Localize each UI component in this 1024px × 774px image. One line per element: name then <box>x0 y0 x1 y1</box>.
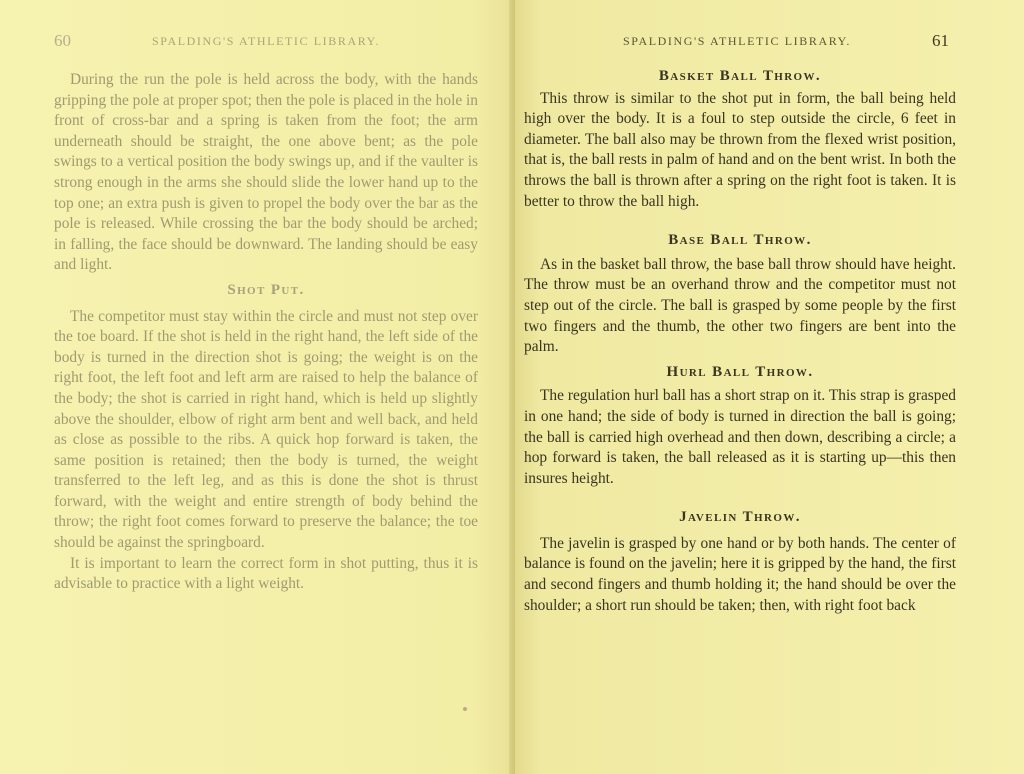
base-ball-paragraph: As in the basket ball throw, the base ball throw should have height. The throw must be an overhand throw and the competitor must not step out of the circle. The ball is grasped by some people by the first two fingers and the thumb, the other two fingers are bent into the palm. <box>524 255 956 356</box>
running-head: SPALDING'S ATHLETIC LIBRARY. <box>152 34 380 48</box>
shot-put-advice-paragraph: It is important to learn the correct form in shot putting, thus it is advisable to practice with a light weight. <box>54 554 478 593</box>
section-heading-shot-put: Shot Put. <box>227 281 305 298</box>
running-head: SPALDING'S ATHLETIC LIBRARY. <box>623 34 851 48</box>
hurl-ball-paragraph: The regulation hurl ball has a short strap on it. This strap is grasped in one hand; the side of body is turned in direction the ball is going; the ball is carried high overhead and then down, describing a circle; a hop forward is taken, the ball released as it is starting up—this then insures height. <box>524 387 956 487</box>
left-page-body <box>54 70 478 595</box>
shot-put-paragraph: The competitor must stay within the circle and must not step over the toe board. If the shot is held in the right hand, the left side of the body is turned in the direction shot is going; the weight is on the right foot, the left foot and left arm are raised to help the balance of the body; the shot is carried in right hand, which is held up slightly above the shoulder, elbow of right arm bent and well back, and held as close as possible to the ribs. A quick hop forward is taken, the same position is retained; then the body is turned, the weight transferred to the left leg, and as this is done the shot is thrust forward, with the weight and entire strength of body behind the throw; the right foot comes forward to preserve the balance; the toe should be against the springboard. <box>54 307 478 552</box>
section-heading-javelin: Javelin Throw. <box>679 509 801 526</box>
section-heading-basket-ball: Basket Ball Throw. <box>658 68 822 84</box>
basket-ball-paragraph: This throw is similar to the shot put in form, the ball being held high over the body. It is a foul to step outside the circle, 6 feet in diameter. The ball also may be thrown from the flexed wrist position, that is, the ball rests in palm of hand and on the bent wrist. In both the throws the ball is thrown after a spring on the right foot is taken. It is better to throw the ball high. <box>524 89 956 210</box>
section-heading-hurl-ball: Hurl Ball Throw. <box>666 363 814 380</box>
pole-vault-paragraph: During the run the pole is held across the body, with the hands gripping the pole at proper spot; then the pole is placed in the hole in front of cross-bar and a spring is taken from the foot; the arm underneath should be straight, the one above bent; as the pole swings to a vertical position the body swings up, and if the vaulter is strong enough in the arms she should slide the lower hand up to the top one; an extra push is given to propel the body over the bar as the pole is released. While crossing the bar the body should be arched; in falling, the face should be downward. The landing should be easy and light. <box>54 71 478 274</box>
page-number: 61 <box>932 31 949 50</box>
right-page <box>515 0 1024 774</box>
page-number: 60 <box>54 31 71 50</box>
right-page-body <box>524 66 956 616</box>
javelin-paragraph: The javelin is grasped by one hand or by both hands. The center of balance is found on the javelin; here it is gripped by the hand, the first and second fingers and thumb holding it; the hand should be over the shoulder; a short run should be taken; then, with right foot back <box>524 534 956 614</box>
section-heading-base-ball: Base Ball Throw. <box>668 232 812 249</box>
page-ornament-dot <box>463 707 467 711</box>
